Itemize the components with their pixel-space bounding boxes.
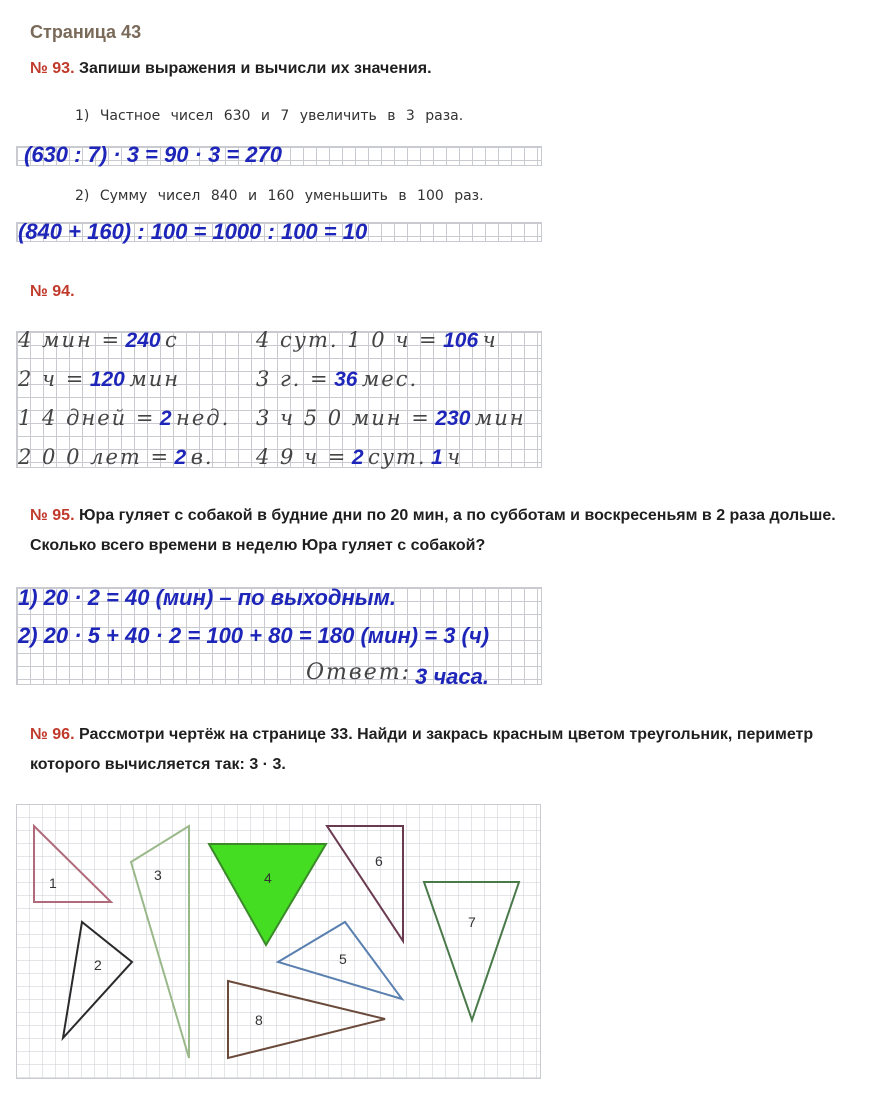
task-94-row-3-right	[256, 406, 526, 431]
row-1-left-expression: 4 мин =	[18, 328, 122, 352]
task-94-row-4-left	[18, 445, 214, 470]
task-96-heading	[30, 720, 860, 780]
task-93-sub-1: 1) Частное чисел 630 и 7 увеличить в 3 раза.	[75, 108, 464, 124]
task-94-number: № 94.	[30, 283, 75, 300]
row-1-right-expression: 4 сут. 1 0 ч =	[256, 328, 439, 352]
triangles-drawing	[16, 804, 541, 1079]
row-4-right-answer: 2	[351, 446, 364, 469]
task-94-row-3-left	[18, 406, 230, 431]
row-3-right-answer: 230	[435, 407, 471, 430]
row-1-right-answer: 106	[443, 329, 479, 352]
triangle-5-label: 5	[339, 951, 347, 967]
row-3-right-unit: мин	[474, 406, 526, 430]
task-95-answer-label: Ответ:	[306, 660, 411, 685]
task-95-heading	[30, 501, 860, 561]
row-1-left-answer: 240	[125, 329, 161, 352]
row-2-right-answer: 36	[334, 368, 358, 391]
task-95-answer-value: 3 часа.	[415, 664, 489, 689]
triangle-7-label: 7	[468, 914, 476, 930]
task-93-text: Запиши выражения и вычисли их значения.	[78, 60, 432, 77]
row-3-left-unit: нед.	[176, 406, 231, 430]
row-1-left-unit: с	[165, 328, 179, 352]
page-title: Страница 43	[30, 22, 142, 42]
row-2-left-expression: 2 ч =	[18, 367, 86, 391]
task-94-row-2-right	[256, 367, 418, 392]
triangle-1-label: 1	[49, 875, 57, 891]
task-94-row-1-right	[256, 328, 498, 353]
row-3-left-answer: 2	[159, 407, 172, 430]
task-95-line-2: 2) 20 · 5 + 40 · 2 = 100 + 80 = 180 (мин) = 3 (ч)	[18, 623, 490, 648]
task-93-heading	[30, 54, 432, 84]
task-95-line-1: 1) 20 · 2 = 40 (мин) – по выходным.	[18, 585, 396, 610]
task-94-row-1-left	[18, 328, 179, 353]
row-4-right-unit-2: ч	[447, 445, 463, 469]
triangle-6-label: 6	[375, 853, 383, 869]
row-2-right-expression: 3 г. =	[256, 367, 330, 391]
triangle-2-label: 2	[94, 957, 102, 973]
task-94-heading	[30, 277, 75, 307]
row-4-left-unit: в.	[190, 445, 214, 469]
task-93-number: № 93.	[30, 60, 75, 77]
row-4-right-answer-2: 1	[431, 446, 443, 469]
row-4-right-expression: 4 9 ч =	[256, 445, 348, 469]
task-94-row-2-left	[18, 367, 180, 392]
row-2-left-unit: мин	[129, 367, 181, 391]
triangle-4-label: 4	[264, 870, 272, 886]
task-96-text: Рассмотри чертёж на странице 33. Найди и закрась красным цветом треугольник, периметр которого вычисляется так: 3 · 3.	[30, 726, 814, 773]
row-3-left-expression: 1 4 дней =	[18, 406, 156, 430]
task-96-number: № 96.	[30, 726, 75, 743]
row-3-right-expression: 3 ч 5 0 мин =	[256, 406, 431, 430]
task-93-sub-2: 2) Сумму чисел 840 и 160 уменьшить в 100 раз.	[75, 188, 484, 204]
task-93-answer-2: (840 + 160) : 100 = 1000 : 100 = 10	[18, 219, 368, 244]
triangle-3-label: 3	[154, 867, 162, 883]
task-93-answer-1: (630 : 7) · 3 = 90 · 3 = 270	[24, 142, 283, 167]
row-2-left-answer: 120	[89, 368, 125, 391]
task-95-number: № 95.	[30, 507, 75, 524]
row-4-right-unit: сут.	[368, 445, 427, 469]
row-2-right-unit: мес.	[361, 367, 419, 391]
triangle-8-label: 8	[255, 1012, 263, 1028]
task-94-row-4-right	[256, 445, 462, 470]
row-4-left-answer: 2	[174, 446, 187, 469]
row-4-left-expression: 2 0 0 лет =	[18, 445, 171, 469]
row-1-right-unit: ч	[482, 328, 498, 352]
task-95-text: Юра гуляет с собакой в будние дни по 20 мин, а по субботам и воскресеньям в 2 раза дольше. Сколько всего времени в неделю Юра гуляет с собакой?	[30, 507, 836, 554]
